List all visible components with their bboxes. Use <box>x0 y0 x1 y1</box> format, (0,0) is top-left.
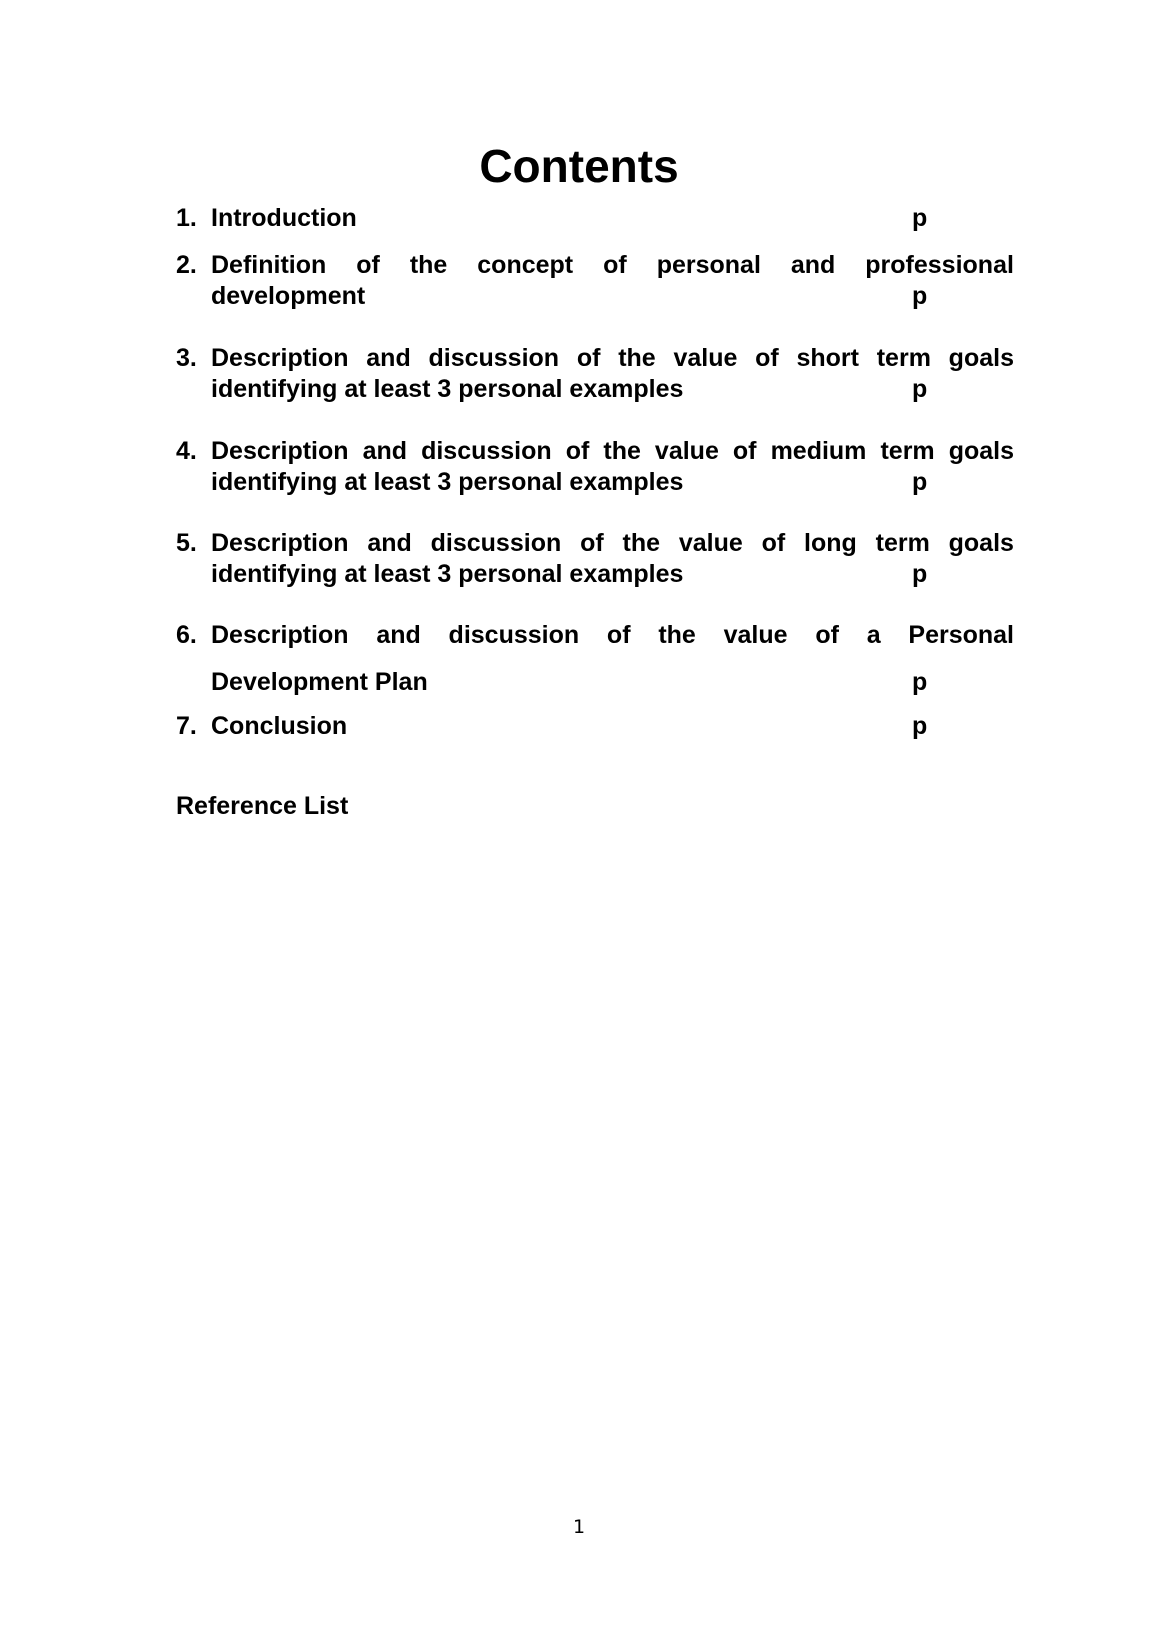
word: term <box>880 437 935 465</box>
toc-entry-text-line-1 <box>211 528 1014 559</box>
toc-entry-text-line-2: identifying at least 3 personal examples <box>211 468 684 496</box>
word: of <box>580 529 604 557</box>
word: Personal <box>908 621 1014 649</box>
toc-entry-number: 2. <box>176 251 197 279</box>
word: value <box>654 437 719 465</box>
word: of <box>606 621 631 649</box>
word: long <box>804 529 857 557</box>
word: Description <box>211 344 349 372</box>
word: concept <box>477 251 574 279</box>
word: Description <box>211 437 349 465</box>
toc-entry-text-line-2: identifying at least 3 personal examples <box>211 375 684 403</box>
word: discussion <box>428 344 560 372</box>
word: and <box>366 344 411 372</box>
word: personal <box>656 251 761 279</box>
word: the <box>603 437 641 465</box>
toc-entry-page: p <box>912 712 928 740</box>
toc-entry-page: p <box>912 560 928 588</box>
toc-entry-number: 3. <box>176 344 197 372</box>
toc-entry-page: p <box>912 668 928 696</box>
word: of <box>356 251 380 279</box>
word: goals <box>948 437 1014 465</box>
toc-entry-text-line-1 <box>211 620 1014 651</box>
word: term <box>876 344 931 372</box>
word: discussion <box>421 437 552 465</box>
word: discussion <box>430 529 562 557</box>
toc-entry-text: Introduction <box>211 204 357 232</box>
toc-entry-number: 1. <box>176 204 197 232</box>
toc-entry-number: 5. <box>176 529 197 557</box>
word: goals <box>948 529 1014 557</box>
word: of <box>815 621 839 649</box>
word: goals <box>948 344 1014 372</box>
toc-entry-text-line-1 <box>211 343 1014 374</box>
toc-entry-text-line-2: development <box>211 282 366 310</box>
word: of <box>576 344 601 372</box>
word: and <box>376 621 421 649</box>
word: the <box>622 529 660 557</box>
word: value <box>673 344 738 372</box>
toc-entry-number: 4. <box>176 437 197 465</box>
word: value <box>678 529 743 557</box>
word: the <box>618 344 656 372</box>
word: of <box>565 437 590 465</box>
word: and <box>790 251 836 279</box>
toc-entry-text-line-2: Development Plan <box>211 668 428 696</box>
toc-entry-page: p <box>912 282 928 310</box>
toc-entry-text-line-2: identifying at least 3 personal examples <box>211 560 684 588</box>
word: medium <box>770 437 867 465</box>
word: of <box>732 437 757 465</box>
word: of <box>755 344 779 372</box>
toc-entry-number: 6. <box>176 621 197 649</box>
word: term <box>875 529 930 557</box>
page-title: Contents <box>479 140 679 192</box>
reference-list-heading: Reference List <box>176 792 349 820</box>
toc-entry-text: Conclusion <box>211 712 348 740</box>
word: of <box>603 251 627 279</box>
toc-entry-text-line-1 <box>211 436 1014 467</box>
word: of <box>761 529 786 557</box>
toc-entry-page: p <box>912 468 928 496</box>
word: and <box>367 529 412 557</box>
toc-entry-page: p <box>912 375 928 403</box>
word: Description <box>211 621 349 649</box>
word: Description <box>211 529 349 557</box>
toc-entry-number: 7. <box>176 712 197 740</box>
word: value <box>723 621 788 649</box>
word: a <box>866 621 881 649</box>
word: professional <box>865 251 1014 279</box>
word: and <box>362 437 408 465</box>
word: the <box>658 621 696 649</box>
toc-entry-text-line-1 <box>211 250 1014 281</box>
toc-entry-page: p <box>912 204 928 232</box>
page-number: 1 <box>572 1516 586 1538</box>
word: Definition <box>211 251 327 279</box>
word: discussion <box>448 621 580 649</box>
word: short <box>796 344 859 372</box>
word: the <box>409 251 448 279</box>
